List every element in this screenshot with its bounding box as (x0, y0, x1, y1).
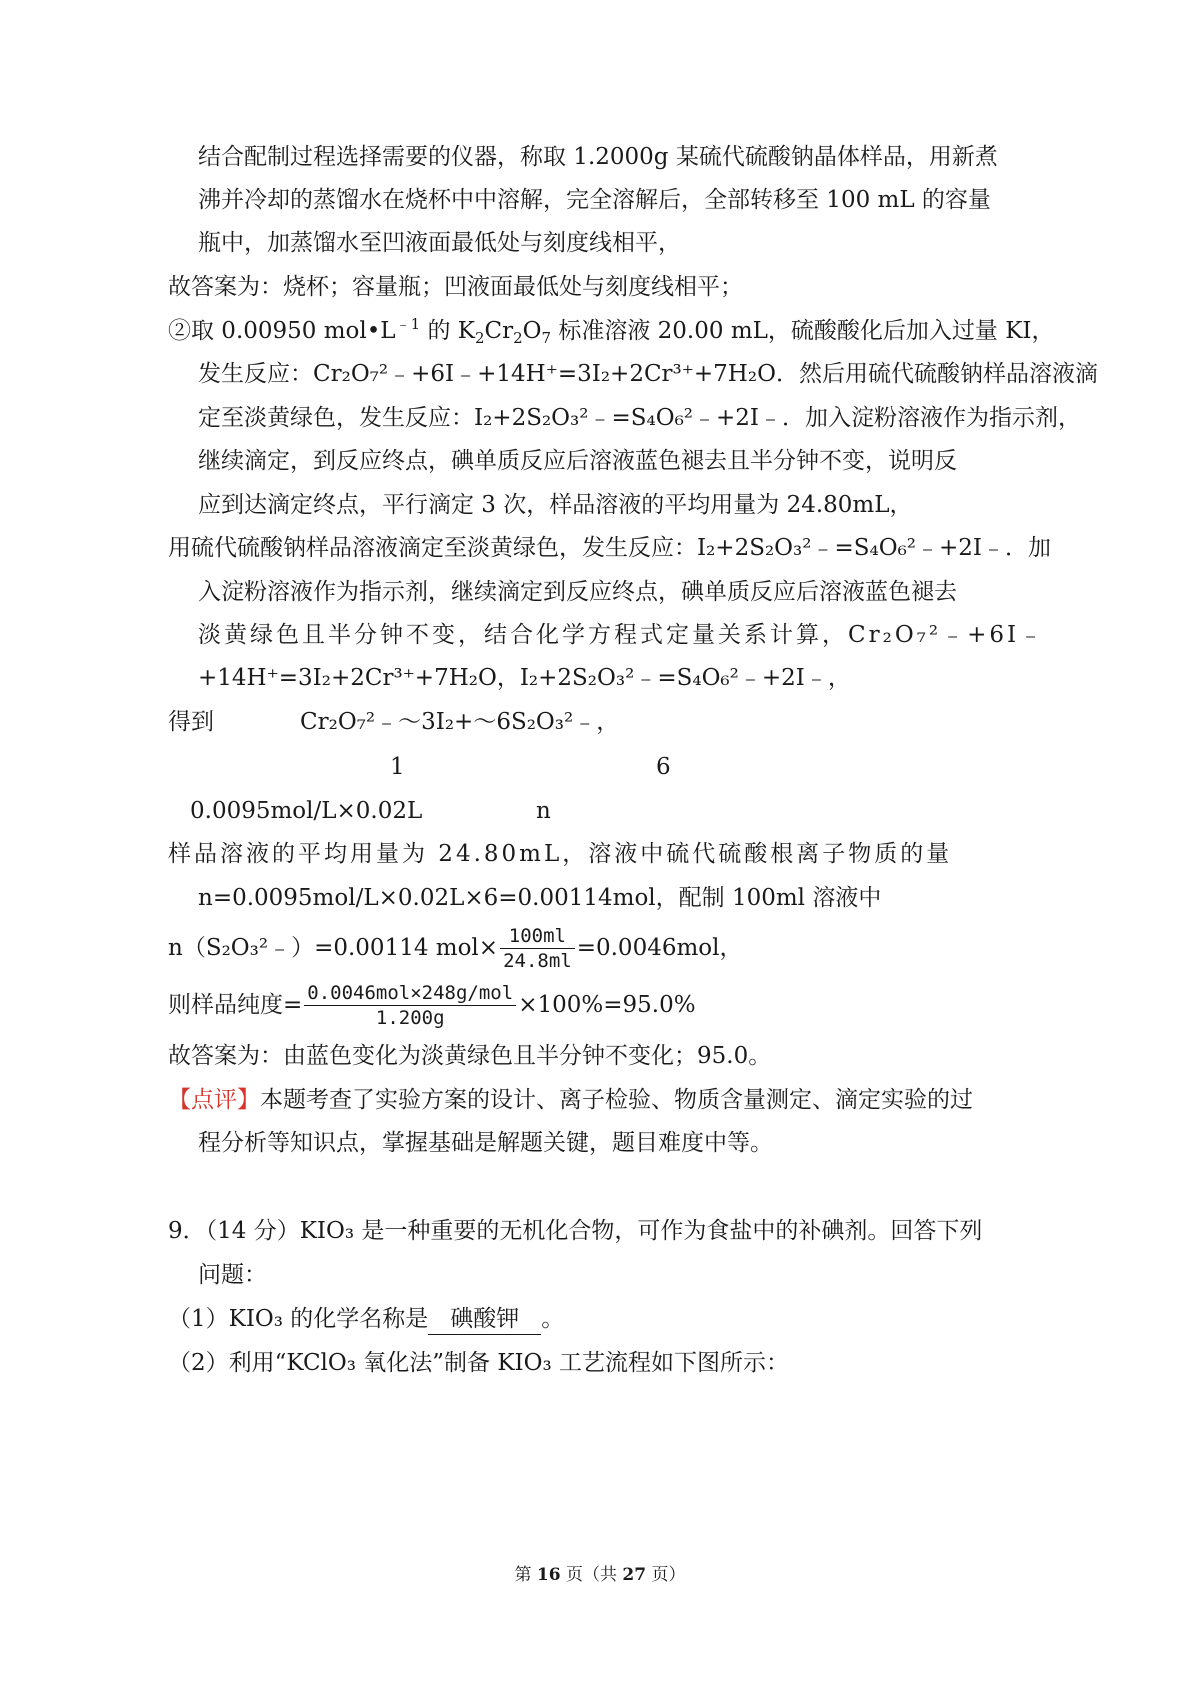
calc-line (168, 922, 742, 974)
sub-question: （2）利用“KClO₃ 氧化法”制备 KIO₃ 工艺流程如下图所示： (168, 1350, 790, 1376)
text-line: 继续滴定，到反应终点，碘单质反应后溶液蓝色褪去且半分钟不变，说明反 (198, 448, 957, 474)
answer-line: 故答案为：烧杯；容量瓶；凹液面最低处与刻度线相平； (168, 274, 743, 300)
text-span: 本题考查了实验方案的设计、离子检验、物质含量测定、滴定实验的过 (260, 1087, 973, 1113)
text-line: 定至淡黄绿色，发生反应：I₂+2S₂O₃²﹣=S₄O₆²﹣+2I﹣．加入淀粉溶液作为指示剂， (198, 405, 1082, 431)
answer-blank: 碘酸钾 (428, 1304, 541, 1335)
question-title: 9．（14 分）KIO₃ 是一种重要的无机化合物，可作为食盐中的补碘剂。回答下列 (168, 1218, 983, 1244)
total-pages: 27 (622, 1565, 647, 1585)
text-line: 程分析等知识点，掌握基础是解题关键，题目难度中等。 (198, 1130, 773, 1156)
text-line: 发生反应：Cr₂O₇²﹣+6I﹣+14H⁺=3I₂+2Cr³⁺+7H₂O．然后用硫代硫酸钠样品溶液滴 (198, 361, 1098, 387)
ratio-number: 1 (390, 754, 405, 780)
text-line: 瓶中，加蒸馏水至凹液面最低处与刻度线相平， (198, 230, 681, 256)
sub-question (168, 1304, 564, 1335)
text-span: =0.0046mol， (576, 935, 743, 961)
superscript: ﹣1 (395, 315, 421, 333)
text-line: 用硫代硫酸钠样品溶液滴定至淡黄绿色，发生反应：I₂+2S₂O₃²﹣=S₄O₆²﹣+2I﹣．加 (168, 535, 1052, 561)
text-span: 则样品纯度= (168, 992, 303, 1018)
fraction (304, 981, 516, 1030)
fraction-numerator: 0.0046mol×248g/mol (304, 981, 516, 1006)
subscript: 7 (541, 329, 552, 347)
text-span: 。 (541, 1306, 565, 1332)
footer-text: 第 (514, 1565, 532, 1585)
text-line: 淡黄绿色且半分钟不变，结合化学方程式定量关系计算，Cr₂O₇²﹣+6I﹣ (198, 622, 1046, 648)
fraction-denominator: 1.200g (375, 1006, 445, 1029)
subscript: 2 (513, 329, 523, 347)
text-line: 沸并冷却的蒸馏水在烧杯中中溶解，完全溶解后，全部转移至 100 mL 的容量 (198, 187, 991, 213)
text-span: 标准溶液 20.00 mL，硫酸酸化后加入过量 KI， (551, 318, 1055, 344)
footer-text: 页（共 (566, 1565, 617, 1585)
text-line: 问题： (198, 1262, 267, 1288)
comment-line (168, 1085, 973, 1115)
text-span: （1）KIO₃ 的化学名称是 (168, 1306, 429, 1332)
page-number: 16 (536, 1565, 561, 1585)
text-span: n（S₂O₃²﹣）=0.00114 mol× (168, 935, 499, 961)
fraction (500, 924, 575, 973)
footer-text: 页） (651, 1565, 686, 1585)
text-line (168, 316, 1055, 346)
text-span: ②取 0.00950 mol•L (168, 318, 396, 344)
text-line: 样品溶液的平均用量为 24.80mL，溶液中硫代硫酸根离子物质的量 (168, 841, 953, 867)
text-line: 结合配制过程选择需要的仪器，称取 1.2000g 某硫代硫酸钠晶体样品，用新煮 (198, 144, 998, 170)
text-span: Cr (484, 318, 514, 344)
answer-line: 故答案为：由蓝色变化为淡黄绿色且半分钟不变化；95.0。 (168, 1043, 772, 1069)
fraction-numerator: 100ml (500, 924, 575, 949)
ratio-value: 0.0095mol/L×0.02L (190, 798, 423, 824)
ratio-number: 6 (656, 754, 671, 780)
text-line: n=0.0095mol/L×0.02L×6=0.00114mol，配制 100ml 溶液中 (198, 885, 882, 911)
fraction-denominator: 24.8ml (503, 949, 572, 972)
subscript: 2 (474, 329, 485, 347)
page-footer (0, 1560, 1200, 1585)
comment-tag: 【点评】 (168, 1087, 260, 1113)
calc-line (168, 979, 696, 1031)
text-span: O (522, 318, 542, 344)
text-span: 的 K (420, 318, 475, 344)
text-line: 入淀粉溶液作为指示剂，继续滴定到反应终点，碘单质反应后溶液蓝色褪去 (198, 579, 957, 605)
text-line: +14H⁺=3I₂+2Cr³⁺+7H₂O，I₂+2S₂O₃²﹣=S₄O₆²﹣+2I﹣， (198, 665, 851, 691)
ratio-value: n (536, 798, 551, 824)
text-line: 得到 (168, 709, 214, 735)
text-line: 应到达滴定终点，平行滴定 3 次，样品溶液的平均用量为 24.80mL， (198, 492, 913, 518)
equation-ratio: Cr₂O₇²﹣～3I₂+～6S₂O₃²﹣， (300, 709, 620, 735)
text-span: ×100%=95.0% (518, 992, 696, 1018)
